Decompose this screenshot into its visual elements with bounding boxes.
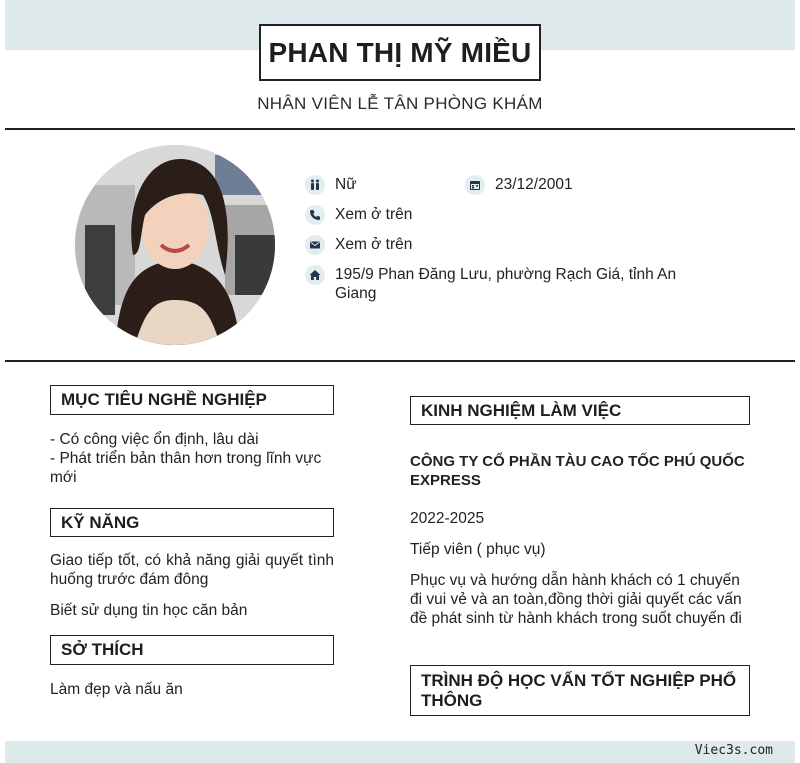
experience-company: CÔNG TY CỔ PHẦN TÀU CAO TỐC PHÚ QUỐC EXPRESS [410,453,745,489]
address-text: 195/9 Phan Đăng Lưu, phường Rạch Giá, tỉnh An Giang [335,266,677,302]
birthday-text: 23/12/2001 [495,176,573,193]
phone-icon [305,205,325,225]
gender-text: Nữ [335,176,357,193]
skill-item-1: Giao tiếp tốt, có khả năng giải quyết tình huống trước đám đông [50,552,334,588]
divider-top [5,128,795,130]
job-title: NHÂN VIÊN LỄ TÂN PHÒNG KHÁM [257,94,543,113]
name-box [259,24,541,81]
email-text: Xem ở trên [335,236,413,253]
divider-middle [5,360,795,362]
hobbies-heading: SỞ THÍCH [50,635,334,665]
email-icon [305,235,325,255]
avatar-photo [75,145,275,345]
education-heading: TRÌNH ĐỘ HỌC VẤN TỐT NGHIỆP PHỔ THÔNG [410,665,750,716]
info-email [305,235,412,255]
gender-icon [305,175,325,195]
bottom-band [5,741,795,763]
experience-heading: KINH NGHIỆM LÀM VIỆC [410,396,750,425]
calendar-icon [465,175,485,195]
experience-description: Phục vụ và hướng dẫn hành khách có 1 chuyến đi vui vẻ và an toàn,đồng thời giải quyết các vấn đề phát sinh từ hành khách trong suốt chuyến đi [410,572,742,627]
skill-item-2: Biết sử dụng tin học căn bản [50,602,248,619]
candidate-name: PHAN THỊ MỸ MIỀU [268,36,532,68]
career-goal-line-2: - Phát triển bản thân hơn trong lĩnh vực mới [50,450,322,486]
experience-position: Tiếp viên ( phục vụ) [410,541,546,558]
phone-text: Xem ở trên [335,206,413,223]
watermark: Viec3s.com [694,743,773,758]
career-goal-heading: MỤC TIÊU NGHỀ NGHIỆP [50,385,334,415]
info-phone [305,205,412,225]
info-gender [305,175,357,195]
skills-heading: KỸ NĂNG [50,508,334,537]
hobbies-text: Làm đẹp và nấu ăn [50,681,183,698]
career-goal-line-1: - Có công việc ổn định, lâu dài [50,431,259,448]
experience-period: 2022-2025 [410,510,485,527]
home-icon [305,265,325,285]
info-address [305,265,705,303]
info-birthday [465,175,573,195]
avatar [75,145,275,345]
